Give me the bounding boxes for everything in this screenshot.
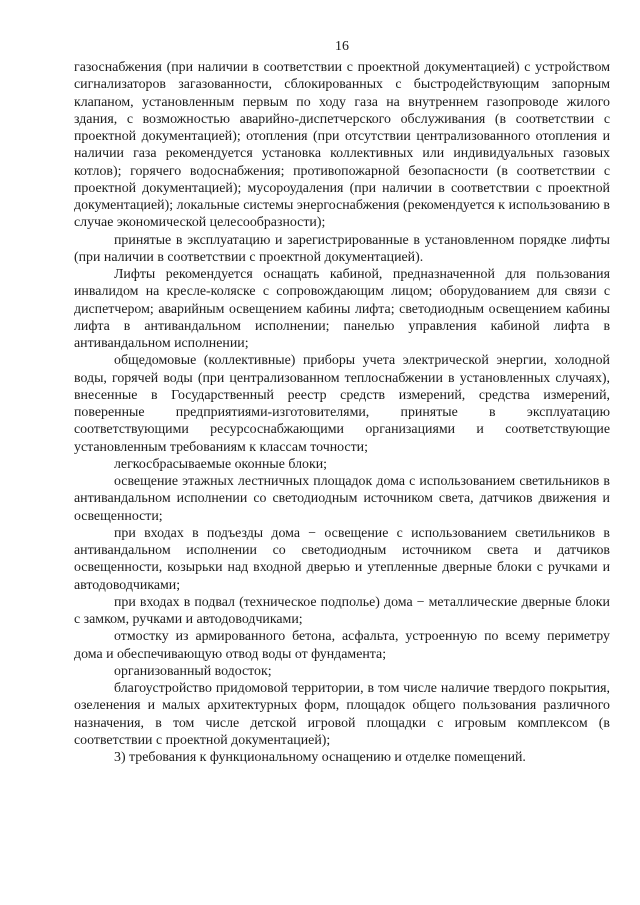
paragraph-landscaping: благоустройство придомовой территории, в том числе наличие твердого покрытия, озеленения и малых архитектурных форм, площадок общего пользования различного назначения, в том числе детской игровой площадки с игровым комплексом (в соответствии с проектной документацией);: [74, 681, 610, 748]
paragraph-gas-supply-systems: газоснабжения (при наличии в соответствии с проектной документацией) с устройством сигнализаторов загазованности, сблокированных с быстродействующим запорным клапаном, установленным первым по ходу газа на внутреннем газопроводе жилого здания, с возможностью аварийно-диспетчерского обслуживания (в соответствии с проектной документацией); отопления (при отсутствии централизованного отопления и наличии газа рекомендуется установка коллективных или индивидуальных газовых котлов); горячего водоснабжения; противопожарной безопасности (в соответствии с проектной документацией); мусороудаления (при наличии в соответствии с проектной документацией); локальные системы энергоснабжения (рекомендуется к использованию в случае экономической целесообразности);: [74, 60, 610, 231]
paragraph-elevator-equipment: Лифты рекомендуется оснащать кабиной, предназначенной для пользования инвалидом на кресле-коляске с сопровождающим лицом; оборудованием для связи с диспетчером; аварийным освещением кабины лифта; светодиодным освещением кабины лифта в антивандальном исполнении; панелью управления кабиной лифта в антивандальном исполнении;: [74, 267, 610, 351]
page-number: 16: [335, 39, 349, 54]
paragraph-entrance-lighting: при входах в подъезды дома − освещение с использованием светильников в антивандальном исполнении со светодиодным источником света и датчиков освещенности, козырьки над входной дверью и утепленные дверные блоки с ручками и автодоводчиками;: [74, 525, 610, 593]
paragraph-elevators-commissioned: принятые в эксплуатацию и зарегистрированные в установленном порядке лифты (при наличии в соответствии с проектной документацией).: [74, 232, 610, 265]
document-page: [74, 38, 610, 766]
paragraph-window-blocks: легкосбрасываемые оконные блоки;: [114, 456, 328, 472]
paragraph-drainage: организованный водосток;: [114, 663, 272, 679]
paragraph-functional-requirements: 3) требования к функциональному оснащению и отделке помещений.: [114, 750, 526, 765]
paragraph-blind-area: отмостку из армированного бетона, асфальта, устроенную по всему периметру дома и обеспечивающую отвод воды от фундамента;: [74, 629, 610, 662]
paragraph-stair-lighting: освещение этажных лестничных площадок дома с использованием светильников в антивандальном исполнении со светодиодным источником света, датчиков движения и освещенности;: [74, 474, 610, 524]
paragraph-metering-devices: общедомовые (коллективные) приборы учета электрической энергии, холодной воды, горячей воды (при централизованном теплоснабжении в установленных случаях), внесенные в Государственный реестр средств измерений, средства измерений, поверенные предприятиями-изготовителями, принятые в эксплуатацию соответствующими ресурсоснабжающими организациями и соответствующие установленным требованиям к классам точности;: [74, 353, 610, 455]
paragraph-basement-doors: при входах в подвал (техническое подполье) дома − металлические дверные блоки с замком, ручками и автодоводчиками;: [74, 594, 610, 627]
